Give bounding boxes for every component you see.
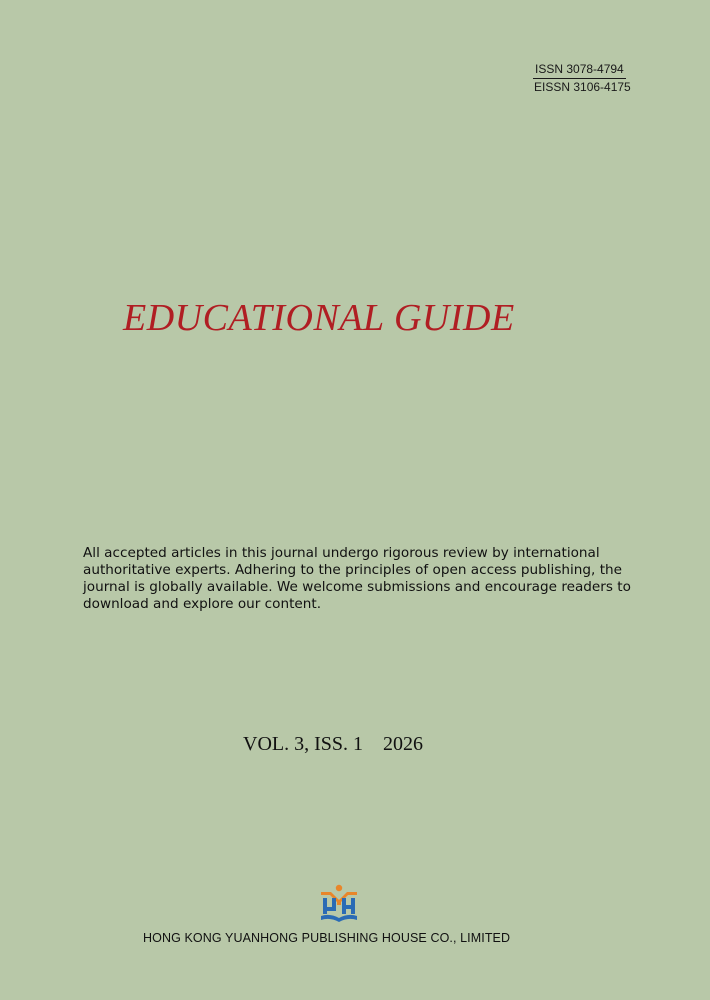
issn-block <box>533 61 631 96</box>
issue-info <box>243 733 423 756</box>
publisher-name: HONG KONG YUANHONG PUBLISHING HOUSE CO., LIMITED <box>143 931 511 945</box>
issue-year: 2026 <box>383 733 424 755</box>
issn-electronic: EISSN 3106-4175 <box>534 80 631 94</box>
journal-description: All accepted articles in this journal undergo rigorous review by international authoritative experts. Adhering to the principles of open access publishing, the journal is globally available. We welcome submissions and encourage readers to download and explore our content. <box>83 545 631 612</box>
yh-publisher-logo-icon <box>318 883 360 925</box>
journal-title: EDUCATIONAL GUIDE <box>123 297 515 339</box>
issn-print: ISSN 3078-4794 <box>533 61 626 79</box>
volume-issue: VOL. 3, ISS. 1 <box>243 733 364 755</box>
